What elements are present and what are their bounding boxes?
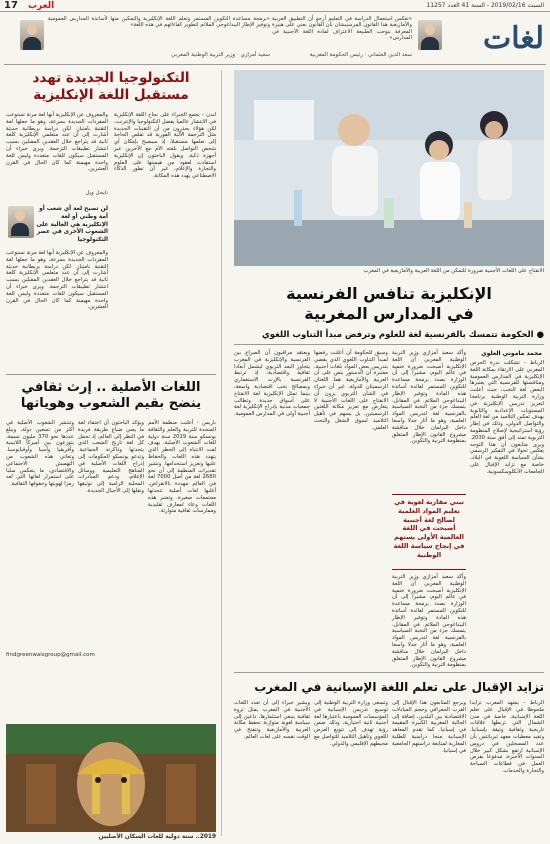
dateline: السبت 2019/02/16 - السنة 41 العدد 11257 (426, 2, 544, 9)
subhead-bullet-icon: ● (536, 330, 544, 340)
main-headline-line2: في المدارس المغربية (304, 304, 474, 323)
spanish-col-3: وتسعى وزارة التربية الوطنية إلى توسيع تدريس الإسبانية في المؤسسات العمومية باعتبارها لغة أجنبية ثانية اختيارية، وذلك ضمن رؤية تهدف إلى تنويع العرض اللغوي وتأهيل التلاميذ للتواصل مع محيطهم الإقليمي والدولي. (314, 700, 388, 747)
indigenous-photo (6, 724, 216, 832)
main-col-3: وسبق للحكومة أن أعلنت رفضها لمبدأ التناوب اللغوي الذي يقضي بتدريس بعض المواد بلغات أجنبية، معتبرة أن الدستور ينص على أن العربية والأمازيغية هما اللغتان الرسميتان للدولة. غير أن خبراء في الشأن التربوي يرون أن الانفتاح على اللغات الأجنبية لا يتعارض مع تعزيز مكانة اللغتين الرسميتين، بل يسهم في تأهيل التلاميذ لسوق الشغل والبحث العلمي. (314, 350, 388, 431)
quote-text: «برمجة مساعدة التكوين المستمر وتعلم اللغة الإنكليزية والتمكين منها لأساتذة المدارس العمومية وتوفير الإطار البيداغوجي الملائم لتطوير كفاءاتهم في هذه اللغة» (48, 16, 270, 29)
avatar (8, 206, 34, 238)
main-headline-line1: الإنكليزية تنافس الفرنسية (286, 284, 492, 303)
tech-headline-line2: مستقبل اللغة الإنكليزية (33, 86, 189, 103)
quote-author: سعيد أمزازي (240, 52, 270, 58)
page-header (0, 0, 550, 12)
main-col-4: ويعتقد مراقبون أن الصراع بين الفرنسية والإنكليزية في المغرب يتجاوز البعد التربوي ليشمل أبعادا ثقافية واقتصادية، إذ ترتبط الفرنسية بالإرث الاستعماري وبمصالح نخب اقتصادية واسعة، بينما تمثل الإنكليزية لغة الانفتاح على أسواق جديدة. وتطالب جمعيات مدنية بإدراج الإنكليزية لغة أجنبية أولى في المدارس العمومية. (234, 350, 310, 418)
paper-name: العرب (28, 1, 55, 11)
quote-role: وزير التربية الوطنية المغربي (171, 52, 236, 58)
main-photo (234, 70, 544, 266)
byline: محمد ماموني العلوي (481, 350, 542, 357)
main-photo-caption: الانفتاح على اللغات الأجنبية ضرورة للتمكن من اللغة العربية والأمازيغية في المغرب (363, 268, 544, 274)
indigenous-headline-line2: ينضح بقيم الشعوب وهوياتها (20, 396, 202, 412)
main-col-1: الرباط - تشكلت ندرة الحرص المغربي على الارتقاء بمكانة اللغة الإنكليزية في المدارس العمومية ومنافستها للفرنسية التي يعتبرها البعض لغة النخب، حيث أعلنت وزارة التربية الوطنية برنامجا لتعزيز تدريس الإنكليزية في المستويات الإعدادية والثانوية بهدف تمكين التلاميذ من لغة العلم والتواصل الدولي، وذلك في إطار رؤية استراتيجية لإصلاح المنظومة التربوية تمتد إلى أفق سنة 2030. ويرى متابعون أن هذا التوجه يعكس تحولا في التفكير الرسمي بشأن السياسة اللغوية في البلاد، خاصة مع تزايد الإقبال على الجامعات الأنكلوسكسونية. (470, 360, 544, 475)
indigenous-photo-caption: 2019.. سنة دولية للغات السكان الأصليين (98, 834, 216, 840)
quote-role: رئيس الحكومة المغربية (309, 52, 363, 58)
indigenous-col-2: ويؤكد الباحثون أن اختفاء لغة ما يعني ضياع طريقة فريدة في النظر إلى العالم، إذ تحمل كل لغة تاريخ الشعب الذي يتحدثها وذاكرته الجماعية. وتدعو يونسكو الحكومات إلى إدراج اللغات الأصلية في المناهج التعليمية ووسائل الإعلام، ودعم المبادرات المحلية الرامية إلى توثيقها ونقلها إلى الأجيال الجديدة. (78, 420, 144, 494)
spanish-col-4: ويشير خبراء إلى أن تعدد اللغات الأجنبية في المغرب يمثل ثروة ثقافية ينبغي استثمارها، داعين إلى سياسة لغوية متوازنة تحفظ مكانة العربية والأمازيغية وتنفتح في الوقت نفسه على لغات العالم. (234, 700, 310, 740)
quote-author: سعد الدين العثماني (368, 52, 412, 58)
author-email[interactable]: findgreenwaisgroup@gmail.com (6, 652, 95, 658)
main-subhead-text: الحكومة تتمسك بالفرنسية لغة للعلوم وترفض مبدأ التناوب اللغوي (261, 330, 534, 340)
tech-headline (6, 70, 216, 104)
main-headline (234, 284, 544, 324)
quote-text: «نعكس استعمال الدراسة في التعليم أرجو أن التطبيق العربية والأمازيغية هدا القانون المرسيبشان بأن القانون بعني على هيبرة المعرفة يتوجب الطبيعة الاعتراف لمادة اللغة الأجنبية في المدارس» (272, 16, 412, 42)
spanish-headline: تزايد الإقبال على تعلم اللغة الإسبانية في المغرب (254, 680, 544, 694)
tech-pull-quote: لن تصبح لغة أي شعب أو أمة وطني أو لغة الإنكليزية هي الغالبة على الشعوب الأخرى في عصر التكنولوجيا (36, 206, 108, 244)
page-number: 17 (4, 0, 18, 11)
main-pull-quote: تبني مقاربة لغوية في تعليم المواد العلمية لصالح لغة أجنبية أصبحت في اللغة العالمية الأولى يستهم في إنجاح سياسة اللغة الوطنية (392, 494, 466, 570)
avatar (20, 20, 44, 50)
tech-col-1: لندن - يجمع الخبراء على نجاح اللغة الإنكليزية في الانتشار عالميا بفضل التكنولوجيا والإنترنت، لكن هؤلاء يحذرون من أن التقنيات الجديدة مثل الترجمة الآلية الفورية قد تقلص الحاجة إلى تعلمها مستقبلا، إذ سيصبح بإمكان أي شخص التواصل بلغته الأم مع الآخرين عبر أجهزة ذكية. ويقول الباحثون إن الإنكليزية استفادت لعقود من هيمنتها على العلوم والتجارة والإعلام، غير أن تطور الذكاء الاصطناعي يهدد هذه المكانة. (114, 112, 216, 180)
indigenous-headline (6, 380, 216, 413)
quote-name: سعد الدين العثماني · رئيس الحكومة المغربية (309, 52, 412, 58)
tech-pull-name: نايجل ويل (85, 190, 108, 196)
spanish-col-1: الرباط - يشهد المغرب تزايدا ملحوظا في الإقبال على تعلم اللغة الإسبانية، خاصة في مدن الشمال التي تربطها علاقات تاريخية وثقافية وثيقة بإسبانيا. وتفيد معطيات معهد ثيربانتس بأن عدد المسجلين في دروس الإسبانية ارتفع بشكل كبير خلال السنوات الأخيرة، مدفوعا بفرص العمل في قطاعات السياحة والتجارة والخدمات. (470, 700, 544, 774)
tech-col-2b: والمعروف عن الإنكليزية أنها لغة مرنة تستوعب المفردات الجديدة بسرعة، وهو ما جعلها لغة التقنية بامتياز. لكن دراسة بريطانية حديثة أشارت إلى أن عدد متعلمي الإنكليزية كلغة ثانية قد يتراجع خلال العقدين المقبلين بسبب انتشار تطبيقات الترجمة. ويرى خبراء أن المستقبل سيكون للغات متعددة وليس للغة واحدة مهيمنة كما كان الحال في القرن العشرين. (6, 250, 108, 311)
main-subhead (234, 330, 544, 340)
quote-name: سعيد أمزازي · وزير التربية الوطنية المغربي (171, 52, 270, 58)
main-col-2: وأكد سعيد أمزازي وزير التربية الوطنية المغربي أن اللغة الإنكليزية أصبحت ضرورة حتمية في عالم اليوم، مشيرا إلى أن الوزارة بصدد برمجة مساعدة للتكوين المستمر لفائدة أساتذة هذه المادة وتوفير الإطار البيداغوجي الملائم. في المقابل، يتمسك جزء من النخبة السياسية بالفرنسية لغة لتدريس المواد العلمية، وهو ما أثار جدلا واسعا داخل البرلمان خلال مناقشة مشروع القانون الإطار المتعلق بمنظومة التربية والتكوين. (392, 350, 466, 445)
spanish-col-2: ويرجع المتابعون هذا الإقبال إلى القرب الجغرافي وحجم المبادلات الاقتصادية بين البلدين، إضافة إلى الجالية المغربية الكبيرة المقيمة في إسبانيا. كما تقدم المعاهد الإسبانية منحا دراسية للطلبة المغاربة لمتابعة دراستهم الجامعية في إسبانيا. (392, 700, 466, 754)
avatar (418, 20, 442, 50)
section-logo: لغات (483, 21, 544, 56)
main-col-2b: وأكد سعيد أمزازي وزير التربية الوطنية المغربي أن اللغة الإنكليزية أصبحت ضرورة حتمية في عالم اليوم، مشيرا إلى أن الوزارة بصدد برمجة مساعدة للتكوين المستمر لفائدة أساتذة هذه المادة وتوفير الإطار البيداغوجي الملائم. في المقابل، يتمسك جزء من النخبة السياسية بالفرنسية لغة لتدريس المواد العلمية، وهو ما أثار جدلا واسعا داخل البرلمان خلال مناقشة مشروع القانون الإطار المتعلق بمنظومة التربية والتكوين. (392, 574, 466, 669)
tech-col-2: والمعروف عن الإنكليزية أنها لغة مرنة تستوعب المفردات الجديدة بسرعة، وهو ما جعلها لغة التقنية بامتياز. لكن دراسة بريطانية حديثة أشارت إلى أن عدد متعلمي الإنكليزية كلغة ثانية قد يتراجع خلال العقدين المقبلين بسبب انتشار تطبيقات الترجمة. ويرى خبراء أن المستقبل سيكون للغات متعددة وليس للغة واحدة مهيمنة كما كان الحال في القرن العشرين. (6, 112, 108, 173)
indigenous-headline-line1: اللغات الأصلية .. إرث ثقافي (21, 380, 201, 395)
indigenous-col-3: وتنتشر الشعوب الأصلية في أكثر من تسعين دولة، ويبلغ عددها نحو 370 مليون نسمة، يتوزعون بين أميركا اللاتينية وأفريقيا وآسيا وأوقيانوسيا. وتعاني هذه الشعوب من التهميش الاجتماعي والاقتصادي، ما ينعكس سلبا على استمرار لغاتها التي تُعد رمزا لهويتها وحقوقها الثقافية. (6, 420, 74, 488)
indigenous-col-1: باريس - أعلنت منظمة الأمم المتحدة للتربية والعلم والثقافة يونسكو سنة 2019 سنة دولية للغات الشعوب الأصلية، بهدف لفت الانتباه إلى الخطر الذي يتهدد هذه اللغات والحفاظ عليها وتعزيز استخدامها. وتشير تقديرات المنظمة إلى أن نحو 2680 لغة من أصل 7000 لغة في العالم مهددة بالانقراض، أغلبها لغات أصلية تتحدثها مجتمعات صغيرة. وتعتبر هذه اللغات وعاء لمعارف تقليدية وممارسات ثقافية متوارثة. (148, 420, 216, 515)
tech-headline-line1: التكنولوجيا الجديدة تهدد (32, 70, 190, 86)
